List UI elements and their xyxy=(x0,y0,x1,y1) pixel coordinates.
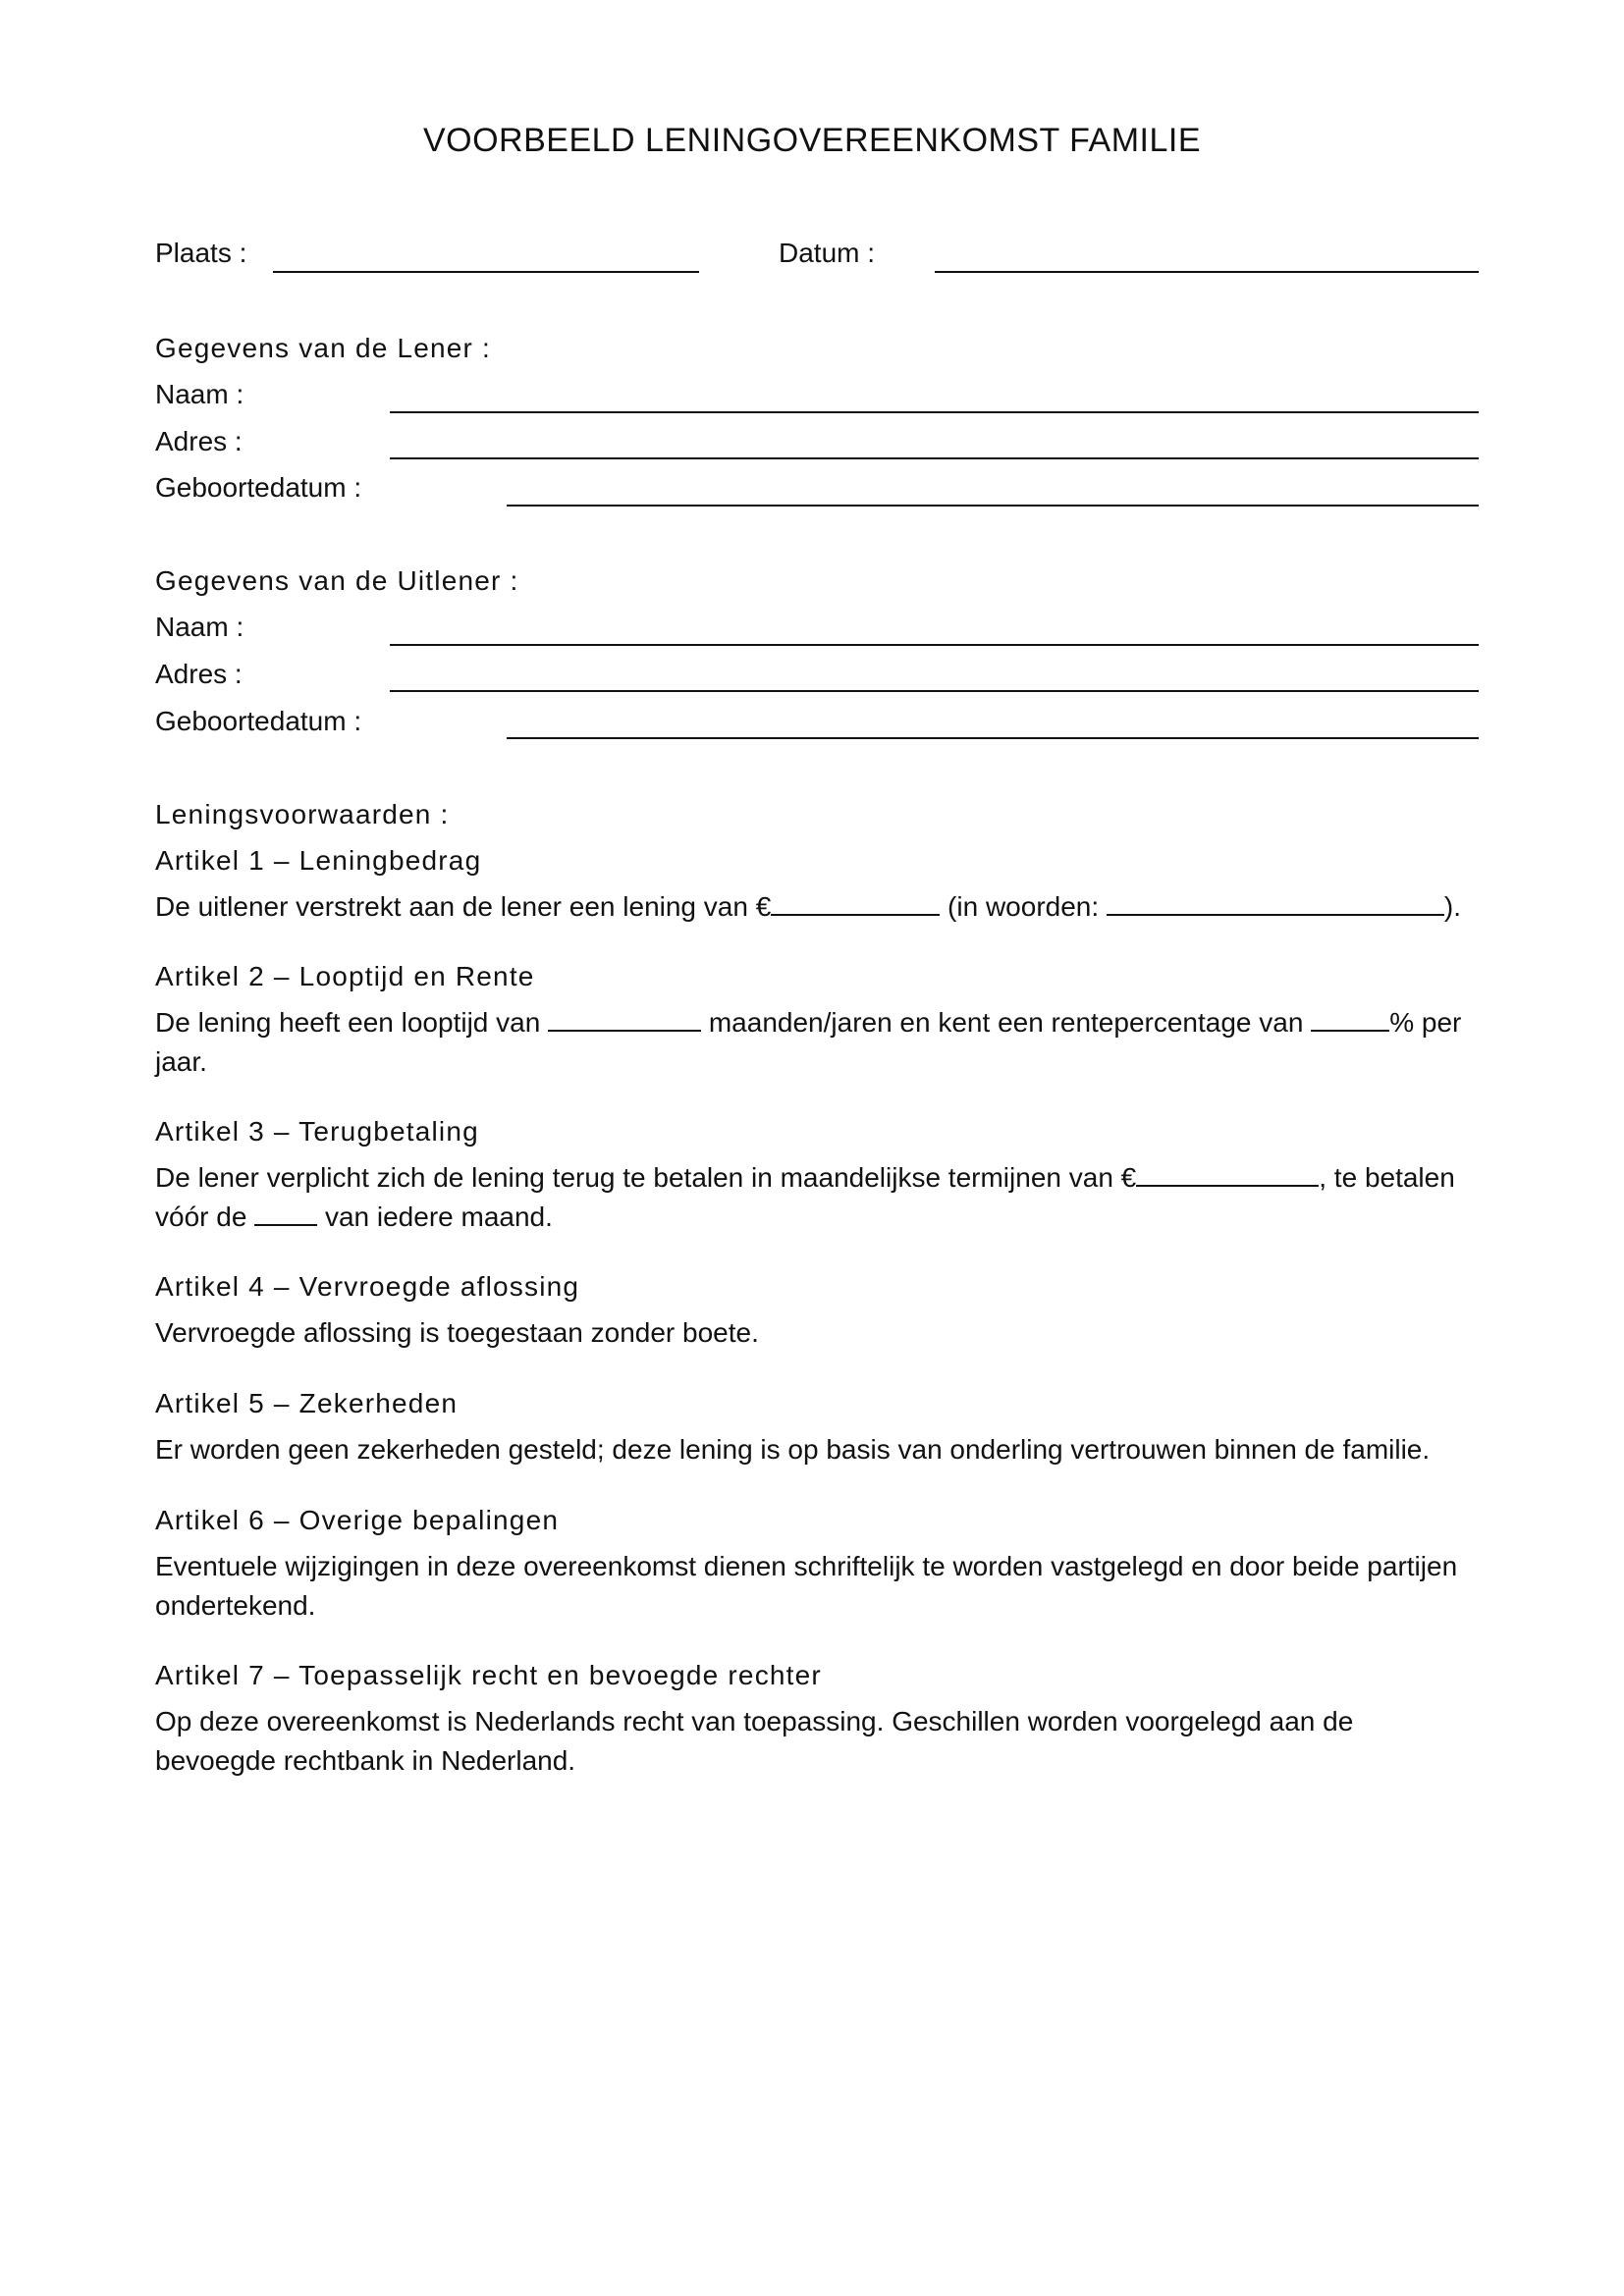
lender-address-label: Adres : xyxy=(155,659,243,689)
borrower-name-label: Naam : xyxy=(155,379,244,409)
article-5-text: Er worden geen zekerheden gesteld; deze lening is op basis van onderling vertrouwen binnen de familie. xyxy=(155,1434,1431,1465)
document-title: VOORBEELD LENINGOVEREENKOMST FAMILIE xyxy=(422,122,1201,159)
borrower-name-line[interactable] xyxy=(390,411,1479,413)
article-6-text: Eventuele wijzigingen in deze overeenkomst dienen schriftelijk te worden vastgelegd en door beide partijen ondertekend. xyxy=(155,1551,1458,1621)
lender-birthdate-line[interactable] xyxy=(507,737,1479,739)
date-field-line[interactable] xyxy=(935,271,1479,273)
borrower-birthdate-label: Geboortedatum : xyxy=(155,472,362,503)
loan-amount-words-blank[interactable] xyxy=(1107,890,1444,916)
term-blank[interactable] xyxy=(548,1006,701,1032)
article-2-title: Artikel 2 – Looptijd en Rente xyxy=(155,961,535,991)
interest-rate-blank[interactable] xyxy=(1311,1006,1389,1032)
date-label: Datum : xyxy=(779,238,876,268)
lender-name-label: Naam : xyxy=(155,612,244,642)
place-label: Plaats : xyxy=(155,238,247,268)
conditions-heading: Leningsvoorwaarden : xyxy=(155,799,450,829)
article-1-title: Artikel 1 – Leningbedrag xyxy=(155,845,482,876)
borrower-address-label: Adres : xyxy=(155,426,243,456)
article-7-text: Op deze overeenkomst is Nederlands recht van toepassing. Geschillen worden voorgelegd aan de bevoegde rechtbank in Nederland. xyxy=(155,1706,1354,1776)
lender-heading: Gegevens van de Uitlener : xyxy=(155,565,519,596)
article-3-title: Artikel 3 – Terugbetaling xyxy=(155,1116,479,1147)
article-5-title: Artikel 5 – Zekerheden xyxy=(155,1388,459,1418)
article-7-title: Artikel 7 – Toepasselijk recht en bevoegde rechter xyxy=(155,1660,822,1690)
article-3-text: De lener verplicht zich de lening terug te betalen in maandelijkse termijnen van € , te betalen vóór de van iedere maand. xyxy=(155,1162,1455,1232)
payment-day-blank[interactable] xyxy=(254,1201,317,1226)
loan-amount-blank[interactable] xyxy=(771,890,940,916)
installment-amount-blank[interactable] xyxy=(1136,1161,1319,1187)
lender-name-line[interactable] xyxy=(390,644,1479,646)
borrower-address-line[interactable] xyxy=(390,457,1479,459)
article-1-text: De uitlener verstrekt aan de lener een lening van € (in woorden: ). xyxy=(155,891,1462,922)
article-4-title: Artikel 4 – Vervroegde aflossing xyxy=(155,1271,580,1302)
lender-address-line[interactable] xyxy=(390,690,1479,692)
lender-birthdate-label: Geboortedatum : xyxy=(155,706,362,736)
borrower-birthdate-line[interactable] xyxy=(507,505,1479,507)
article-6-title: Artikel 6 – Overige bepalingen xyxy=(155,1505,560,1535)
place-field-line[interactable] xyxy=(273,271,699,273)
article-2-text: De lening heeft een looptijd van maanden/jaren en kent een rentepercentage van % per jaar. xyxy=(155,1007,1462,1077)
article-4-text: Vervroegde aflossing is toegestaan zonder boete. xyxy=(155,1317,759,1348)
borrower-heading: Gegevens van de Lener : xyxy=(155,333,492,363)
